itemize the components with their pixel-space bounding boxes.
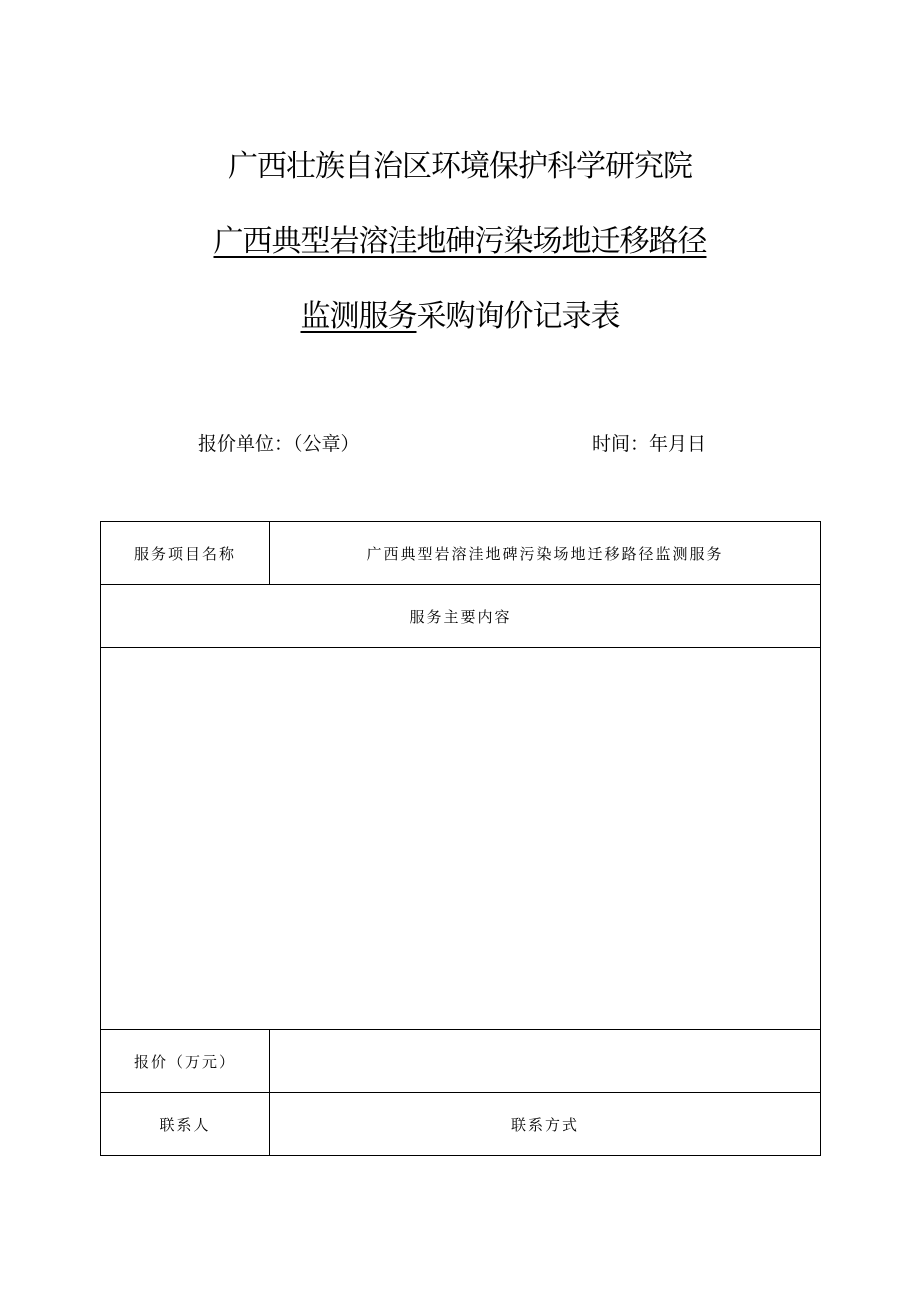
price-field[interactable] xyxy=(270,1030,821,1093)
price-label: 报价（万元） xyxy=(101,1030,270,1093)
contact-method-label: 联系方式 xyxy=(270,1093,821,1156)
title-line-3-underlined: 监测服务 xyxy=(300,299,417,334)
service-name-value[interactable]: 广西典型岩溶洼地碑污染场地迁移路径监测服务 xyxy=(270,522,821,585)
quote-unit-label: 报价单位：（公章） xyxy=(198,433,360,455)
title-line-3 xyxy=(0,297,920,337)
main-content-field[interactable] xyxy=(101,648,821,1030)
table-row-service-name xyxy=(101,522,821,585)
table-row-main-content-header xyxy=(101,585,821,648)
table-row-price xyxy=(101,1030,821,1093)
title-line-3-rest: 采购询价记录表 xyxy=(416,299,620,334)
contact-person-label: 联系人 xyxy=(101,1093,270,1156)
table-row-main-content-body xyxy=(101,648,821,1030)
main-content-label: 服务主要内容 xyxy=(101,585,821,648)
service-name-label: 服务项目名称 xyxy=(101,522,270,585)
inquiry-record-table xyxy=(100,521,821,1156)
title-line-2: 广西典型岩溶洼地砷污染场地迁移路径 xyxy=(213,224,707,259)
table-row-contact xyxy=(101,1093,821,1156)
date-label: 时间：年月日 xyxy=(592,433,707,455)
title-line-1: 广西壮族自治区环境保护科学研究院 xyxy=(228,149,692,184)
